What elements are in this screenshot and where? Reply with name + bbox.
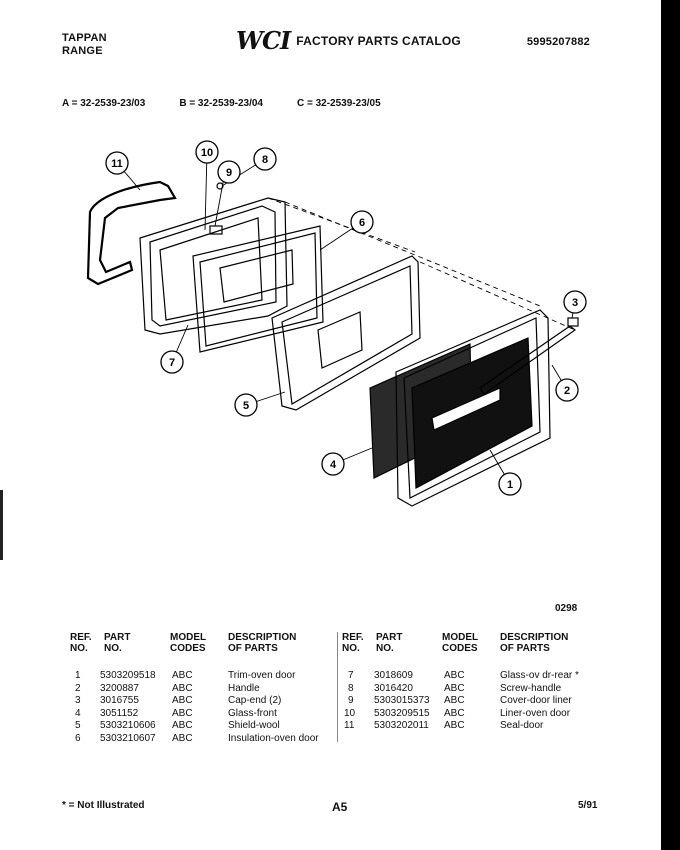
rows-left (60, 670, 330, 745)
callout-11 (106, 152, 128, 174)
table-row: 2 3200887 ABC Handle (75, 682, 260, 694)
wci-logo: WCI (236, 26, 291, 55)
col-header-model: MODEL CODES (170, 632, 207, 654)
model-b: B = 32-2539-23/04 (179, 98, 263, 109)
col-header-ref: REF. NO. (342, 632, 364, 654)
table-divider (337, 632, 338, 742)
exploded-door-diagram (0, 110, 680, 540)
catalog-date: 5/91 (578, 800, 598, 811)
callout-7 (161, 351, 183, 373)
table-row: 5 5303210606 ABC Shield-wool (75, 720, 280, 731)
catalog-title: FACTORY PARTS CATALOG (296, 34, 461, 48)
col-header-ref: REF. NO. (70, 632, 92, 654)
callout-10 (196, 141, 218, 163)
brand-name: TAPPAN (62, 32, 107, 44)
svg-text:6: 6 (358, 217, 366, 229)
callout-1 (499, 473, 521, 495)
catalog-number: 5995207882 (526, 36, 590, 48)
svg-text:3: 3 (571, 297, 579, 309)
table-row: 11 5303202011 ABC Seal-door (344, 720, 544, 731)
table-row: 9 5303015373 ABC Cover-door liner (348, 695, 572, 706)
table-row: 1 5303209518 ABC Trim-oven door (75, 670, 296, 681)
product-type: RANGE (62, 45, 103, 57)
brand-block (62, 32, 107, 58)
callout-2 (556, 379, 578, 401)
col-header-part: PART NO. (376, 632, 403, 654)
col-header-model: MODEL CODES (442, 632, 479, 654)
callout-5 (235, 394, 257, 416)
catalog-header (236, 26, 461, 55)
col-header-description: DESCRIPTION OF PARTS (228, 632, 297, 654)
svg-text:10: 10 (200, 147, 214, 159)
callout-4 (322, 453, 344, 475)
col-header-part: PART NO. (104, 632, 131, 654)
svg-text:1: 1 (506, 479, 514, 491)
page-code: A5 (332, 800, 348, 814)
callout-6 (351, 211, 373, 233)
model-a: A = 32-2539-23/03 (62, 98, 146, 109)
callout-3 (564, 291, 586, 313)
col-header-description: DESCRIPTION OF PARTS (500, 632, 569, 654)
model-list (62, 98, 381, 109)
svg-text:9: 9 (225, 167, 233, 179)
rows-right (340, 670, 610, 733)
table-row: 10 5303209515 ABC Liner-oven door (344, 707, 571, 719)
callout-9 (218, 161, 240, 183)
table-row: 7 3018609 ABC Glass-ov dr-rear * (348, 670, 579, 681)
svg-text:2: 2 (563, 385, 571, 397)
svg-text:8: 8 (261, 154, 269, 166)
svg-text:4: 4 (329, 459, 337, 471)
callout-8 (254, 148, 276, 170)
model-c: C = 32-2539-23/05 (296, 98, 381, 109)
table-row: 8 3016420 ABC Screw-handle (348, 682, 562, 694)
svg-text:11: 11 (111, 158, 123, 170)
table-row: 3 3016755 ABC Cap-end (2) (75, 695, 282, 706)
footnote-not-illustrated: * = Not Illustrated (62, 800, 145, 811)
diagram-code: 0298 (555, 603, 578, 614)
liner-oven-door-part (140, 198, 287, 334)
table-row: 4 3051152 ABC Glass-front (75, 707, 277, 719)
table-row: 6 5303210607 ABC Insulation-oven door (75, 732, 319, 744)
svg-text:5: 5 (242, 400, 250, 412)
cap-end-part (568, 318, 578, 326)
svg-text:7: 7 (168, 357, 176, 369)
